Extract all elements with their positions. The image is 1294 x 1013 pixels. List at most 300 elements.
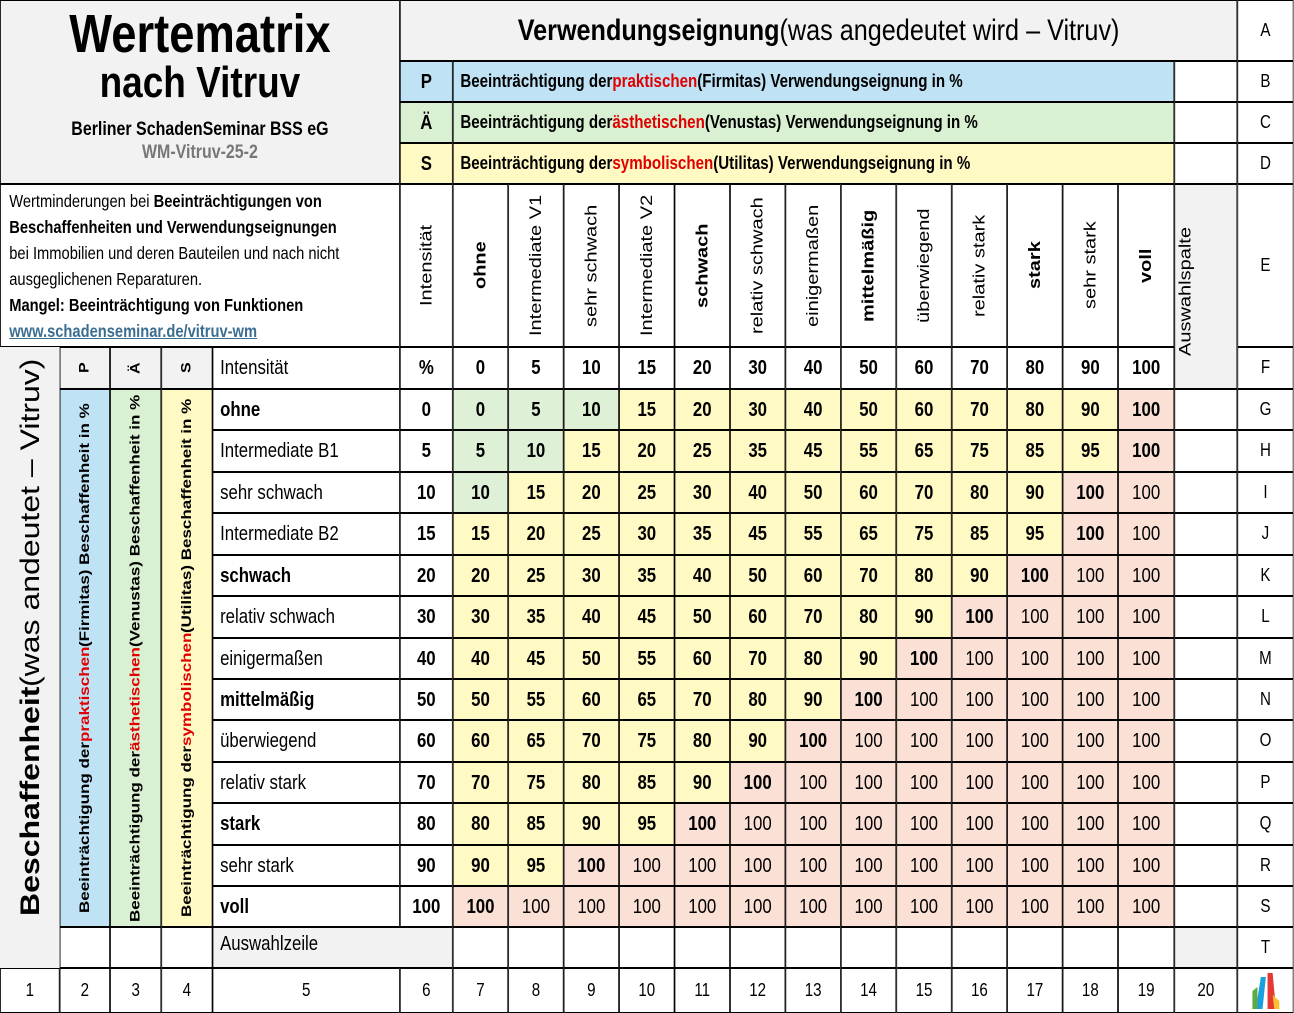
row-select-box[interactable] bbox=[1174, 513, 1237, 555]
row-code-p: P bbox=[60, 347, 110, 389]
matrix-cell: 100 bbox=[1118, 513, 1174, 555]
matrix-cell: 95 bbox=[508, 845, 563, 886]
matrix-cell: 45 bbox=[785, 430, 840, 472]
matrix-cell: 40 bbox=[564, 596, 619, 638]
row-letter: J bbox=[1237, 513, 1293, 555]
row-label: relativ schwach bbox=[213, 596, 400, 638]
matrix-cell: 100 bbox=[1063, 720, 1118, 762]
row-letter: R bbox=[1237, 845, 1293, 886]
matrix-cell: 100 bbox=[453, 886, 508, 927]
matrix-cell: 100 bbox=[1118, 430, 1174, 472]
matrix-cell: 25 bbox=[508, 555, 563, 596]
row-select-box[interactable] bbox=[1174, 638, 1237, 679]
matrix-cell: 100 bbox=[1063, 679, 1118, 720]
row-label: Intermediate B1 bbox=[213, 430, 400, 472]
row-letter: B bbox=[1237, 61, 1293, 102]
matrix-cell: 100 bbox=[952, 720, 1007, 762]
matrix-cell: 70 bbox=[896, 472, 951, 513]
row-letter: T bbox=[1237, 927, 1293, 968]
verwendung-header bbox=[400, 0, 1237, 61]
column-number: 5 bbox=[213, 968, 400, 1013]
row-letter: N bbox=[1237, 679, 1293, 720]
column-number: 7 bbox=[453, 968, 508, 1013]
matrix-cell: 100 bbox=[1118, 803, 1174, 845]
matrix-cell: 100 bbox=[785, 845, 840, 886]
matrix-cell: 100 bbox=[1007, 679, 1062, 720]
column-label: ohne bbox=[453, 184, 508, 347]
matrix-cell: 95 bbox=[1007, 513, 1062, 555]
matrix-cell: 100 bbox=[564, 886, 619, 927]
matrix-cell: 15 bbox=[564, 430, 619, 472]
matrix-cell: 60 bbox=[841, 472, 896, 513]
column-label: voll bbox=[1118, 184, 1174, 347]
verwendung-header-rest: (was angedeutet wird – Vitruv) bbox=[779, 13, 1120, 47]
matrix-cell: 100 bbox=[1007, 845, 1062, 886]
row-label: sehr stark bbox=[213, 845, 400, 886]
matrix-cell: 30 bbox=[564, 555, 619, 596]
column-value: 100 bbox=[1118, 347, 1174, 389]
matrix-cell: 100 bbox=[1007, 596, 1062, 638]
verwendung-select-p[interactable] bbox=[1174, 61, 1237, 102]
matrix-cell: 100 bbox=[952, 803, 1007, 845]
matrix-cell: 100 bbox=[564, 845, 619, 886]
desc-pre: Beeinträchtigung der bbox=[127, 750, 144, 922]
row-value: 5 bbox=[400, 430, 453, 472]
column-label-intensitaet: Intensität bbox=[400, 184, 453, 347]
selection-row-cell[interactable] bbox=[508, 927, 563, 968]
matrix-cell: 70 bbox=[952, 389, 1007, 430]
matrix-cell: 10 bbox=[453, 472, 508, 513]
matrix-cell: 60 bbox=[453, 720, 508, 762]
beschaffenheit-label-rest: (was andeutet – Vitruv) bbox=[14, 358, 45, 687]
matrix-cell: 70 bbox=[675, 679, 730, 720]
matrix-cell: 70 bbox=[785, 596, 840, 638]
verwendung-select-s[interactable] bbox=[1174, 143, 1237, 184]
matrix-cell: 100 bbox=[1007, 803, 1062, 845]
matrix-cell: 55 bbox=[785, 513, 840, 555]
column-number: 18 bbox=[1063, 968, 1118, 1013]
matrix-cell: 100 bbox=[1118, 472, 1174, 513]
column-label: einigermaßen bbox=[785, 184, 840, 347]
matrix-cell: 60 bbox=[675, 638, 730, 679]
row-value: 50 bbox=[400, 679, 453, 720]
row-select-box[interactable] bbox=[1174, 762, 1237, 803]
matrix-cell: 100 bbox=[1063, 638, 1118, 679]
verwendung-row-pre: Beeinträchtigung der bbox=[460, 111, 613, 132]
column-label: mittelmäßig bbox=[841, 184, 896, 347]
description-line-3: bei Immobilien und deren Bauteilen und nach nicht bbox=[9, 242, 340, 263]
verwendung-row-post: (Venustas) Verwendungseignung in % bbox=[704, 111, 978, 132]
row-value: 60 bbox=[400, 720, 453, 762]
matrix-cell: 45 bbox=[508, 638, 563, 679]
row-select-box[interactable] bbox=[1174, 389, 1237, 430]
selection-row-cell[interactable] bbox=[1063, 927, 1118, 968]
title-block bbox=[0, 0, 400, 184]
row-code-a: Ä bbox=[110, 347, 161, 389]
selection-row-label: Auswahlzeile bbox=[213, 927, 453, 968]
matrix-cell: 5 bbox=[453, 430, 508, 472]
matrix-cell: 15 bbox=[619, 389, 674, 430]
row-letter: C bbox=[1237, 102, 1293, 143]
matrix-cell: 50 bbox=[453, 679, 508, 720]
verwendung-row-s bbox=[453, 143, 1175, 184]
beschaffenheit-desc-s bbox=[161, 389, 212, 927]
matrix-cell: 25 bbox=[564, 513, 619, 555]
matrix-cell: 25 bbox=[619, 472, 674, 513]
matrix-cell: 65 bbox=[896, 430, 951, 472]
column-number: 14 bbox=[841, 968, 896, 1013]
selection-row-cell[interactable] bbox=[1118, 927, 1174, 968]
desc-pre: Beeinträchtigung der bbox=[76, 742, 93, 914]
row-label: schwach bbox=[213, 555, 400, 596]
desc-post: (Venustas) Beschaffenheit in % bbox=[127, 394, 144, 647]
matrix-cell: 35 bbox=[508, 596, 563, 638]
row-select-box[interactable] bbox=[1174, 845, 1237, 886]
matrix-cell: 50 bbox=[785, 472, 840, 513]
column-label: relativ schwach bbox=[730, 184, 785, 347]
matrix-cell: 80 bbox=[675, 720, 730, 762]
column-label: sehr schwach bbox=[564, 184, 619, 347]
column-number: 16 bbox=[952, 968, 1007, 1013]
selection-row-cell[interactable] bbox=[453, 927, 508, 968]
selection-corner bbox=[1174, 927, 1237, 968]
row-select-box[interactable] bbox=[1174, 555, 1237, 596]
matrix-cell: 20 bbox=[619, 430, 674, 472]
beschaffenheit-desc-a bbox=[110, 389, 161, 927]
matrix-cell: 100 bbox=[785, 762, 840, 803]
column-number: 13 bbox=[785, 968, 840, 1013]
column-value: 40 bbox=[785, 347, 840, 389]
matrix-cell: 100 bbox=[1118, 638, 1174, 679]
row-select-box[interactable] bbox=[1174, 472, 1237, 513]
matrix-cell: 75 bbox=[896, 513, 951, 555]
row-label: relativ stark bbox=[213, 762, 400, 803]
column-value: 50 bbox=[841, 347, 896, 389]
matrix-cell: 20 bbox=[675, 389, 730, 430]
description-line-1-text: Wertminderungen bei bbox=[9, 190, 154, 211]
matrix-cell: 40 bbox=[785, 389, 840, 430]
row-label: überwiegend bbox=[213, 720, 400, 762]
matrix-cell: 35 bbox=[675, 513, 730, 555]
row-label: mittelmäßig bbox=[213, 679, 400, 720]
row-value: 100 bbox=[400, 886, 453, 927]
column-number: 20 bbox=[1174, 968, 1237, 1013]
desc-word: symbolischen bbox=[178, 632, 195, 747]
description-line-4: ausgeglichenen Reparaturen. bbox=[9, 268, 203, 289]
row-value: 80 bbox=[400, 803, 453, 845]
matrix-cell: 100 bbox=[952, 596, 1007, 638]
matrix-cell: 100 bbox=[952, 845, 1007, 886]
matrix-cell: 25 bbox=[675, 430, 730, 472]
matrix-cell: 100 bbox=[1118, 679, 1174, 720]
column-value: 10 bbox=[564, 347, 619, 389]
row-letter: H bbox=[1237, 430, 1293, 472]
matrix-cell: 75 bbox=[619, 720, 674, 762]
matrix-cell: 65 bbox=[619, 679, 674, 720]
matrix-cell: 80 bbox=[453, 803, 508, 845]
beschaffenheit-label bbox=[0, 347, 60, 927]
matrix-cell: 90 bbox=[730, 720, 785, 762]
column-number: 1 bbox=[0, 968, 60, 1013]
matrix-cell: 40 bbox=[453, 638, 508, 679]
matrix-cell: 70 bbox=[564, 720, 619, 762]
matrix-cell: 75 bbox=[508, 762, 563, 803]
row-letter: F bbox=[1237, 347, 1293, 389]
matrix-cell: 100 bbox=[1118, 720, 1174, 762]
matrix-cell: 100 bbox=[675, 886, 730, 927]
matrix-cell: 85 bbox=[1007, 430, 1062, 472]
matrix-cell: 100 bbox=[1007, 886, 1062, 927]
matrix-cell: 30 bbox=[619, 513, 674, 555]
column-value: 70 bbox=[952, 347, 1007, 389]
column-number: 19 bbox=[1118, 968, 1174, 1013]
matrix-cell: 90 bbox=[453, 845, 508, 886]
verwendung-row-pre: Beeinträchtigung der bbox=[460, 152, 613, 173]
matrix-cell: 100 bbox=[896, 762, 951, 803]
matrix-cell: 90 bbox=[564, 803, 619, 845]
row-letter: Q bbox=[1237, 803, 1293, 845]
matrix-cell: 60 bbox=[730, 596, 785, 638]
matrix-cell: 100 bbox=[896, 845, 951, 886]
row-letter: S bbox=[1237, 886, 1293, 927]
row-select-box[interactable] bbox=[1174, 803, 1237, 845]
matrix-cell: 100 bbox=[1118, 845, 1174, 886]
description-block bbox=[0, 184, 400, 347]
verwendung-code-p: P bbox=[400, 61, 453, 102]
column-value: 0 bbox=[453, 347, 508, 389]
matrix-cell: 80 bbox=[785, 638, 840, 679]
matrix-cell: 10 bbox=[508, 430, 563, 472]
description-line-1-bold: Beeinträchtigungen von bbox=[153, 190, 322, 211]
row-select-box[interactable] bbox=[1174, 679, 1237, 720]
matrix-cell: 15 bbox=[453, 513, 508, 555]
selection-row-cell[interactable] bbox=[785, 927, 840, 968]
row-select-box[interactable] bbox=[1174, 886, 1237, 927]
column-number: 9 bbox=[564, 968, 619, 1013]
matrix-cell: 100 bbox=[1063, 596, 1118, 638]
matrix-cell: 100 bbox=[841, 886, 896, 927]
verwendung-row-pre: Beeinträchtigung der bbox=[460, 70, 613, 91]
intensity-percent: % bbox=[400, 347, 453, 389]
matrix-cell: 100 bbox=[1007, 720, 1062, 762]
selection-row-cell[interactable] bbox=[896, 927, 951, 968]
matrix-cell: 10 bbox=[564, 389, 619, 430]
verwendung-row-word: praktischen bbox=[612, 70, 698, 91]
row-value: 40 bbox=[400, 638, 453, 679]
verwendung-row-p bbox=[453, 61, 1175, 102]
row-value: 90 bbox=[400, 845, 453, 886]
matrix-cell: 80 bbox=[841, 596, 896, 638]
matrix-cell: 20 bbox=[508, 513, 563, 555]
row-letter: O bbox=[1237, 720, 1293, 762]
selection-row-box[interactable] bbox=[60, 927, 110, 968]
doc-code: WM-Vitruv-25-2 bbox=[141, 141, 258, 163]
matrix-cell: 85 bbox=[508, 803, 563, 845]
matrix-cell: 100 bbox=[1118, 762, 1174, 803]
column-value: 90 bbox=[1063, 347, 1118, 389]
column-number: 3 bbox=[110, 968, 161, 1013]
matrix-cell: 80 bbox=[952, 472, 1007, 513]
row-select-box[interactable] bbox=[1174, 596, 1237, 638]
row-label: stark bbox=[213, 803, 400, 845]
verwendung-row-post: (Firmitas) Verwendungseignung in % bbox=[697, 70, 963, 91]
row-label: einigermaßen bbox=[213, 638, 400, 679]
column-label: Intermediate V1 bbox=[508, 184, 563, 347]
row-letter: E bbox=[1237, 184, 1293, 347]
matrix-cell: 100 bbox=[619, 886, 674, 927]
row-value: 20 bbox=[400, 555, 453, 596]
intensity-row-label: Intensität bbox=[213, 347, 400, 389]
matrix-cell: 85 bbox=[619, 762, 674, 803]
verwendung-select-a[interactable] bbox=[1174, 102, 1237, 143]
matrix-cell: 100 bbox=[1063, 803, 1118, 845]
matrix-cell: 100 bbox=[785, 720, 840, 762]
matrix-cell: 100 bbox=[841, 762, 896, 803]
matrix-cell: 65 bbox=[508, 720, 563, 762]
column-number: 10 bbox=[619, 968, 674, 1013]
matrix-cell: 100 bbox=[730, 845, 785, 886]
row-code-s: S bbox=[161, 347, 212, 389]
selection-row-cell[interactable] bbox=[841, 927, 896, 968]
matrix-cell: 90 bbox=[1063, 389, 1118, 430]
org-name: Berliner SchadenSeminar BSS eG bbox=[71, 119, 329, 140]
matrix-cell: 100 bbox=[1063, 886, 1118, 927]
matrix-cell: 100 bbox=[841, 720, 896, 762]
matrix-cell: 90 bbox=[896, 596, 951, 638]
matrix-cell: 100 bbox=[1007, 555, 1062, 596]
matrix-cell: 100 bbox=[785, 886, 840, 927]
matrix-cell: 100 bbox=[730, 762, 785, 803]
matrix-cell: 45 bbox=[730, 513, 785, 555]
row-label: ohne bbox=[213, 389, 400, 430]
verwendung-row-word: ästhetischen bbox=[612, 111, 705, 132]
matrix-cell: 100 bbox=[952, 762, 1007, 803]
row-letter: L bbox=[1237, 596, 1293, 638]
matrix-cell: 100 bbox=[1063, 762, 1118, 803]
matrix-cell: 55 bbox=[841, 430, 896, 472]
column-value: 5 bbox=[508, 347, 563, 389]
logo-cell bbox=[1237, 968, 1293, 1013]
column-number: 17 bbox=[1007, 968, 1062, 1013]
matrix-cell: 100 bbox=[675, 803, 730, 845]
matrix-cell: 80 bbox=[1007, 389, 1062, 430]
matrix-cell: 30 bbox=[730, 389, 785, 430]
beschaffenheit-desc-p bbox=[60, 389, 110, 927]
matrix-cell: 75 bbox=[952, 430, 1007, 472]
matrix-cell: 100 bbox=[675, 845, 730, 886]
column-value: 15 bbox=[619, 347, 674, 389]
verwendung-code-a: Ä bbox=[400, 102, 453, 143]
matrix-cell: 30 bbox=[453, 596, 508, 638]
beschaffenheit-label-bold: Beschaffenheit bbox=[14, 686, 45, 916]
matrix-cell: 100 bbox=[730, 803, 785, 845]
column-number: 15 bbox=[896, 968, 951, 1013]
matrix-cell: 100 bbox=[1118, 886, 1174, 927]
row-value: 10 bbox=[400, 472, 453, 513]
row-select-box[interactable] bbox=[1174, 430, 1237, 472]
matrix-cell: 90 bbox=[841, 638, 896, 679]
column-value: 60 bbox=[896, 347, 951, 389]
selection-row-box[interactable] bbox=[161, 927, 212, 968]
column-label: Intermediate V2 bbox=[619, 184, 674, 347]
row-value: 30 bbox=[400, 596, 453, 638]
row-value: 15 bbox=[400, 513, 453, 555]
matrix-cell: 100 bbox=[1007, 762, 1062, 803]
column-number: 6 bbox=[400, 968, 453, 1013]
matrix-cell: 100 bbox=[1118, 555, 1174, 596]
column-label: sehr stark bbox=[1063, 184, 1118, 347]
row-label: sehr schwach bbox=[213, 472, 400, 513]
desc-post: (Firmitas) Beschaffenheit in % bbox=[76, 402, 93, 647]
column-label: stark bbox=[1007, 184, 1062, 347]
title-line-1: Wertematrix bbox=[69, 4, 331, 64]
matrix-cell: 100 bbox=[1063, 555, 1118, 596]
row-value: 70 bbox=[400, 762, 453, 803]
matrix-cell: 90 bbox=[1007, 472, 1062, 513]
selection-row-cell[interactable] bbox=[1007, 927, 1062, 968]
desc-post: (Utilitas) Beschaffenheit in % bbox=[178, 398, 195, 633]
matrix-cell: 60 bbox=[896, 389, 951, 430]
matrix-cell: 100 bbox=[896, 638, 951, 679]
description-line-2: Beschaffenheiten und Verwendungseignungen bbox=[9, 216, 337, 237]
desc-pre: Beeinträchtigung der bbox=[178, 746, 195, 918]
selection-row-cell[interactable] bbox=[730, 927, 785, 968]
matrix-cell: 50 bbox=[841, 389, 896, 430]
matrix-cell: 15 bbox=[508, 472, 563, 513]
matrix-cell: 90 bbox=[675, 762, 730, 803]
matrix-cell: 45 bbox=[619, 596, 674, 638]
verwendung-code-s: S bbox=[400, 143, 453, 184]
matrix-cell: 100 bbox=[952, 886, 1007, 927]
matrix-cell: 60 bbox=[785, 555, 840, 596]
matrix-cell: 100 bbox=[896, 679, 951, 720]
selection-row-cell[interactable] bbox=[952, 927, 1007, 968]
row-select-box[interactable] bbox=[1174, 720, 1237, 762]
matrix-cell: 100 bbox=[1063, 472, 1118, 513]
matrix-cell: 20 bbox=[564, 472, 619, 513]
matrix-cell: 40 bbox=[675, 555, 730, 596]
verwendung-header-bold: Verwendungseignung bbox=[517, 13, 780, 47]
row-letter: P bbox=[1237, 762, 1293, 803]
description-line-1 bbox=[9, 188, 322, 214]
row-letter: A bbox=[1237, 0, 1293, 61]
matrix-cell: 5 bbox=[508, 389, 563, 430]
selection-row-cell[interactable] bbox=[619, 927, 674, 968]
selection-row-cell[interactable] bbox=[675, 927, 730, 968]
matrix-cell: 70 bbox=[453, 762, 508, 803]
row-label: voll bbox=[213, 886, 400, 927]
matrix-cell: 30 bbox=[675, 472, 730, 513]
matrix-cell: 100 bbox=[1118, 389, 1174, 430]
website-link[interactable]: www.schadenseminar.de/vitruv-wm bbox=[9, 320, 258, 341]
row-letter: I bbox=[1237, 472, 1293, 513]
selection-row-box[interactable] bbox=[110, 927, 161, 968]
column-number: 2 bbox=[60, 968, 110, 1013]
matrix-cell: 100 bbox=[841, 803, 896, 845]
column-number: 4 bbox=[161, 968, 212, 1013]
matrix-cell: 65 bbox=[841, 513, 896, 555]
matrix-cell: 100 bbox=[841, 845, 896, 886]
matrix-cell: 0 bbox=[453, 389, 508, 430]
column-number: 11 bbox=[675, 968, 730, 1013]
matrix-cell: 100 bbox=[952, 638, 1007, 679]
column-number: 8 bbox=[508, 968, 563, 1013]
matrix-cell: 100 bbox=[841, 679, 896, 720]
selection-row-cell[interactable] bbox=[564, 927, 619, 968]
matrix-cell: 100 bbox=[730, 886, 785, 927]
matrix-cell: 100 bbox=[1063, 845, 1118, 886]
matrix-cell: 100 bbox=[952, 679, 1007, 720]
